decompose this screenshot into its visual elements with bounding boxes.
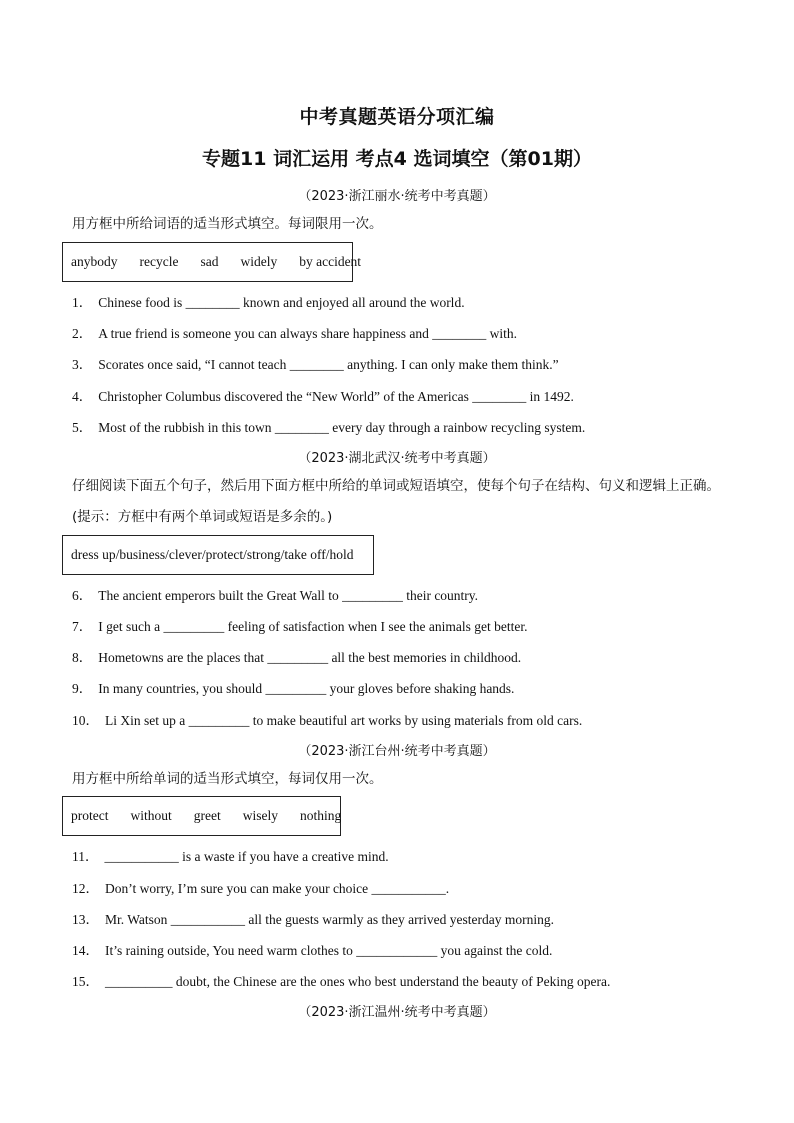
question-text: Christopher Columbus discovered the “New World” of the Americas ________ in 1492. (98, 389, 574, 404)
question-number: 6． (72, 588, 93, 603)
question-number: 3． (72, 357, 93, 372)
question-number: 13． (72, 912, 99, 927)
section-1-word-box (62, 242, 362, 282)
question-5 (72, 416, 585, 436)
question-number: 2． (72, 326, 93, 341)
word-box-item: wisely (242, 808, 278, 823)
question-text: Scorates once said, “I cannot teach ________ anything. I can only make them think.” (98, 357, 559, 372)
question-number: 15． (72, 974, 99, 989)
question-number: 11． (72, 849, 99, 864)
question-9 (72, 677, 514, 697)
question-6 (72, 584, 478, 604)
word-box-item: widely (240, 254, 278, 269)
section-2-source: （2023·湖北武汉·统考中考真题） (298, 451, 496, 466)
question-number: 4． (72, 389, 93, 404)
question-11 (72, 845, 389, 865)
question-number: 7． (72, 619, 93, 634)
document-title: 中考真题英语分项汇编 (299, 106, 495, 128)
question-number: 10． (72, 713, 99, 728)
question-number: 8． (72, 650, 93, 665)
question-2 (72, 322, 517, 342)
section-2-word-box (62, 535, 374, 575)
question-number: 14． (72, 943, 99, 958)
question-text: I get such a _________ feeling of satisfaction when I see the animals get better. (98, 619, 528, 634)
word-box-item: by accident (299, 254, 362, 269)
question-10 (72, 709, 582, 729)
word-box-item: greet (193, 808, 221, 823)
question-text: The ancient emperors built the Great Wall to _________ their country. (98, 588, 479, 603)
question-text: A true friend is someone you can always share happiness and ________ with. (98, 326, 518, 341)
word-box-item: recycle (139, 254, 179, 269)
question-text: Mr. Watson ___________ all the guests warmly as they arrived yesterday morning. (105, 912, 554, 927)
word-box-item: nothing (299, 808, 342, 823)
question-4 (72, 385, 574, 405)
question-text: Don’t worry, I’m sure you can make your choice ___________. (105, 881, 450, 896)
question-number: 9． (72, 681, 93, 696)
section-1-source: （2023·浙江丽水·统考中考真题） (298, 189, 496, 204)
question-number: 12． (72, 881, 99, 896)
word-box-item: dress up/business/clever/protect/strong/take off/hold (71, 547, 354, 562)
word-box-item: anybody (71, 254, 118, 269)
question-number: 5． (72, 420, 93, 435)
question-13 (72, 908, 554, 928)
question-text: Most of the rubbish in this town ________ every day through a rainbow recycling system. (98, 420, 586, 435)
question-text: Chinese food is ________ known and enjoyed all around the world. (98, 295, 465, 310)
question-1 (72, 291, 465, 311)
question-7 (72, 615, 528, 635)
question-12 (72, 877, 449, 897)
question-8 (72, 646, 521, 666)
section-3-instruction: 用方框中所给单词的适当形式填空，每词仅用一次。 (72, 771, 383, 787)
question-15 (72, 970, 610, 990)
word-box-item: protect (71, 808, 109, 823)
section-4-source: （2023·浙江温州·统考中考真题） (298, 1005, 496, 1020)
question-text: It’s raining outside, You need warm clothes to ____________ you against the cold. (105, 943, 553, 958)
section-2-instruction: 仔细阅读下面五个句子，然后用下面方框中所给的单词或短语填空，使每个句子在结构、句义和逻辑上正确。(提示：方框中有两个单词或短语是多余的。) (72, 478, 720, 525)
question-text: ___________ is a waste if you have a creative mind. (104, 849, 389, 864)
question-text: Li Xin set up a _________ to make beautiful art works by using materials from old cars. (105, 713, 583, 728)
question-14 (72, 939, 552, 959)
word-box-item: without (130, 808, 172, 823)
question-number: 1． (72, 295, 93, 310)
question-text: In many countries, you should _________ your gloves before shaking hands. (98, 681, 515, 696)
section-3-word-box (62, 796, 341, 836)
document-subtitle: 专题11 词汇运用 考点4 选词填空（第01期） (202, 148, 592, 170)
section-3-source: （2023·浙江台州·统考中考真题） (298, 744, 496, 759)
section-1-instruction: 用方框中所给词语的适当形式填空。每词限用一次。 (72, 216, 383, 232)
question-3 (72, 353, 559, 373)
word-box-item: sad (200, 254, 219, 269)
question-text: __________ doubt, the Chinese are the ones who best understand the beauty of Peking opera. (105, 974, 611, 989)
question-text: Hometowns are the places that _________ all the best memories in childhood. (98, 650, 522, 665)
